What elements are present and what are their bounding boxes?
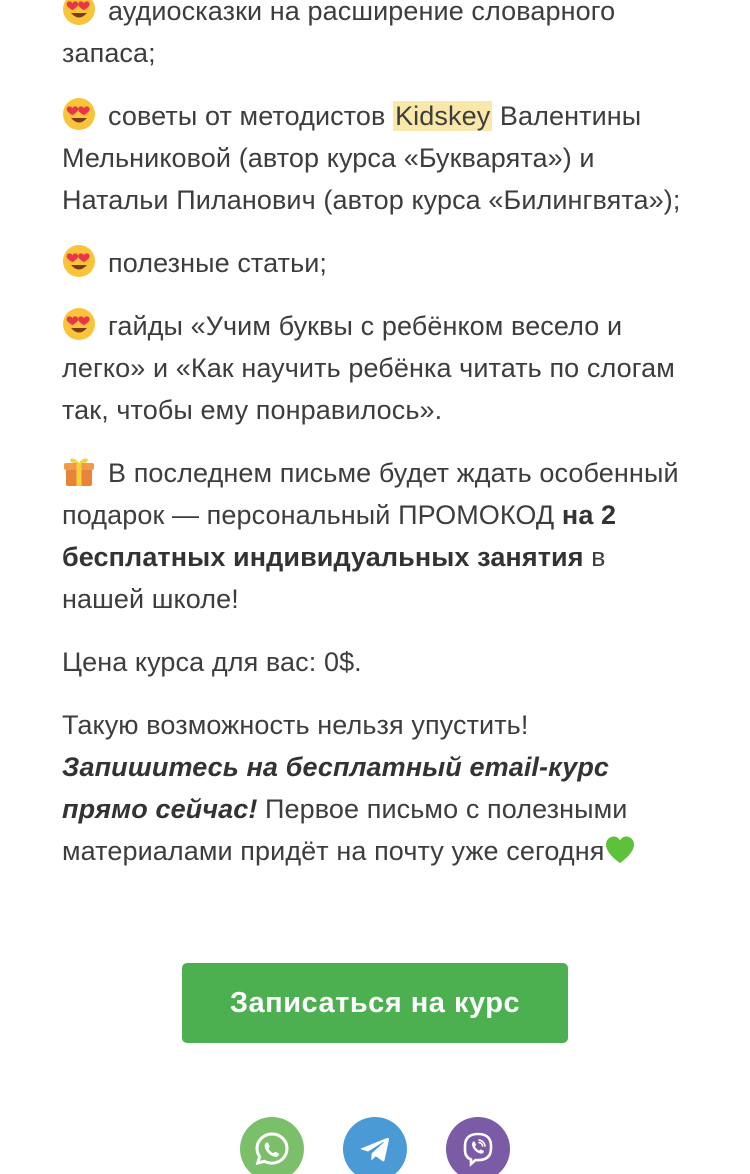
email-body	[62, 0, 692, 893]
green-heart-icon	[604, 834, 636, 866]
list-item-guides	[62, 305, 692, 431]
cta-text-post: Первое письмо с полезными материалами придёт на почту уже сегодня	[62, 794, 628, 866]
list-item-text-post: Валентины Мельниковой (автор курса «Букварята») и Натальи Пиланович (автор курса «Билингвята»);	[62, 101, 681, 215]
list-item-text: аудиосказки на расширение словарного запаса;	[62, 0, 616, 68]
gift-paragraph	[62, 452, 692, 620]
gift-emoji-icon	[62, 454, 96, 488]
call-to-action-paragraph	[62, 704, 692, 872]
signup-course-button[interactable]: Записаться на курс	[182, 963, 568, 1043]
heart-eyes-emoji-icon	[62, 0, 96, 26]
heart-eyes-emoji-icon	[62, 97, 96, 131]
list-item-text: гайды «Учим буквы с ребёнком весело и легко» и «Как научить ребёнка читать по слогам так, чтобы ему понравилось».	[62, 311, 675, 425]
telegram-icon[interactable]	[343, 1117, 407, 1174]
cta-line1: Такую возможность нельзя упустить!	[62, 710, 529, 740]
viber-icon[interactable]	[446, 1117, 510, 1174]
list-item-methodologists	[62, 95, 692, 221]
price-paragraph: Цена курса для вас: 0$.	[62, 647, 362, 677]
list-item-audio-tales	[62, 0, 692, 74]
list-item-text-pre: советы от методистов	[108, 101, 394, 131]
list-item-text: полезные статьи;	[108, 248, 328, 278]
list-item-articles	[62, 242, 692, 284]
cta-bold-italic: Запишитесь на бесплатный email-курс прямо сейчас!	[62, 752, 610, 824]
heart-eyes-emoji-icon	[62, 244, 96, 278]
kidskey-highlight: Kidskey	[395, 101, 491, 131]
social-links	[0, 1117, 750, 1174]
gift-text-bold: на 2 бесплатных индивидуальных занятия	[62, 500, 617, 572]
heart-eyes-emoji-icon	[62, 307, 96, 341]
gift-text-pre: В последнем письме будет ждать особенный подарок — персональный ПРОМОКОД	[62, 458, 679, 530]
whatsapp-icon[interactable]	[240, 1117, 304, 1174]
gift-text-post: в нашей школе!	[62, 542, 606, 614]
